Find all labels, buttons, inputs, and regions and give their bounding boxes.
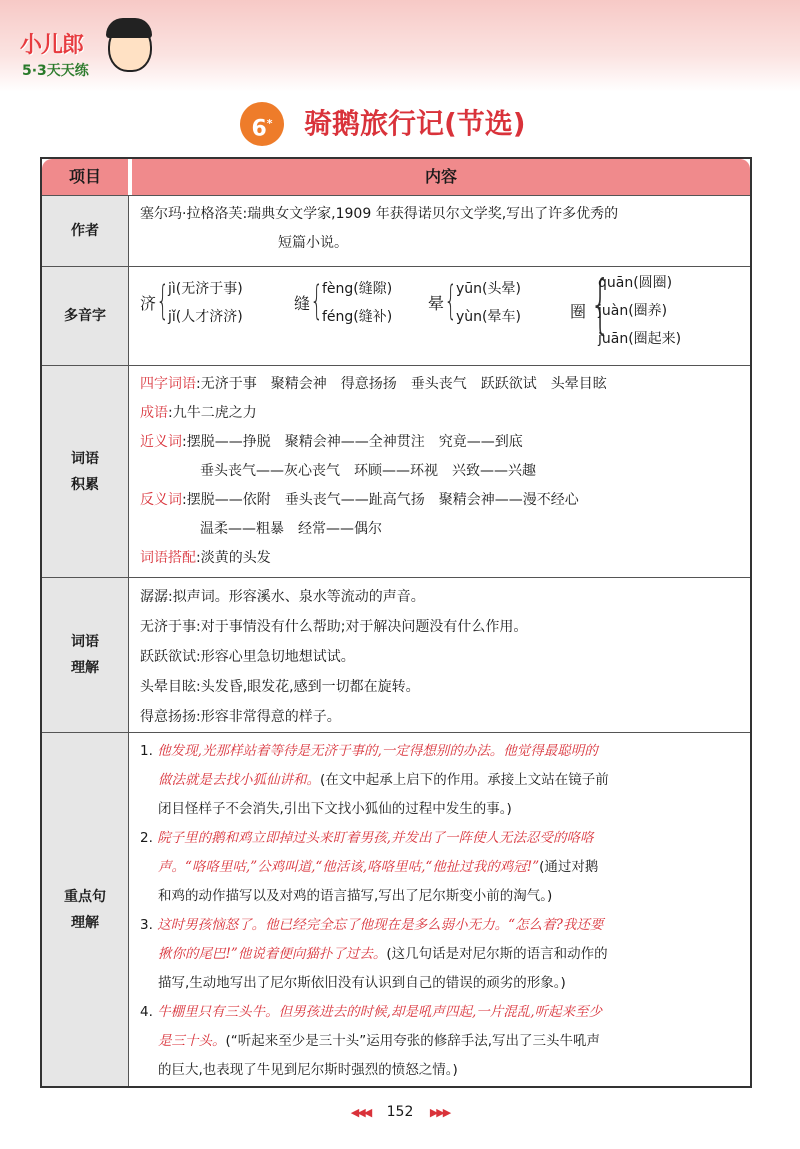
definition: 潺潺:拟声词。形容溪水、泉水等流动的声音。 xyxy=(140,589,425,605)
reading: quān(圆圈) xyxy=(598,275,673,291)
author-line-2: 短篇小说。 xyxy=(278,235,348,251)
reading: juān(圈起来) xyxy=(598,331,682,347)
definition: 头晕目眩:头发昏,眼发花,感到一切都在旋转。 xyxy=(140,679,420,695)
polyphone-char: 晕 xyxy=(428,294,445,313)
key-sentence: 3. 这时男孩恼怒了。他已经完全忘了他现在是多么弱小无力。“怎么着?我还要 揪你的尾巴!”他说着便向猫扑了过去。(这几句话是对尼尔斯的语言和动作的 描写,生动地写出了尼尔斯依旧没有认识到自己的错误的顽劣的形象。) xyxy=(140,917,608,991)
antonyms-cont: 温柔——粗暴 经常——偶尔 xyxy=(200,521,382,537)
key-sentence: 2. 院子里的鹅和鸡立即掉过头来盯着男孩,并发出了一阵使人无法忍受的咯咯 声。“咯咯里咕,”公鸡叫道,“他活该,咯咯里咕,“他扯过我的鸡冠!”(通过对鹅 和鸡的动作描写以及对鸡的语言描写,写出了尼尔斯变小前的淘气。) xyxy=(140,830,599,904)
reading: yùn(晕车) xyxy=(456,309,521,325)
polyphone-char: 缝 xyxy=(294,294,311,313)
reading: féng(缝补) xyxy=(322,309,393,325)
row-label: 词语 积累 xyxy=(42,366,129,577)
reading: jì(无济于事) xyxy=(168,281,243,297)
table-header xyxy=(42,159,750,195)
row-label: 词语 理解 xyxy=(42,578,129,732)
page-title: 骑鹅旅行记(节选) xyxy=(304,107,526,140)
reading: yūn(头晕) xyxy=(456,281,521,297)
row-polyphones xyxy=(42,266,750,365)
reading: jǐ(人才济济) xyxy=(168,309,243,325)
four-char-words: 四字词语:无济于事 聚精会神 得意扬扬 垂头丧气 跃跃欲试 头晕目眩 xyxy=(140,376,607,392)
synonyms-cont: 垂头丧气——灰心丧气 环顾——环视 兴致——兴趣 xyxy=(200,463,536,479)
polyphone-char: 圈 xyxy=(570,302,587,321)
synonyms: 近义词:摆脱——挣脱 聚精会神——全神贯注 究竟——到底 xyxy=(140,434,523,450)
lesson-number-badge: 6* xyxy=(240,102,284,146)
idiom: 成语:九牛二虎之力 xyxy=(140,405,257,421)
row-label: 重点句 理解 xyxy=(42,733,129,1086)
row-author xyxy=(42,195,750,266)
key-sentence: 4. 牛棚里只有三头牛。但男孩进去的时候,却是吼声四起,一片混乱,听起来至少 是三十头。(“听起来至少是三十头”运用夸张的修辞手法,写出了三头牛吼声 的巨大,也表现了牛见到尼尔斯时强烈的愤怒之情。) xyxy=(140,1004,603,1078)
row-understanding xyxy=(42,577,750,732)
collocation: 词语搭配:淡黄的头发 xyxy=(140,550,271,566)
brand-subtitle: 5·3天天练 xyxy=(22,63,89,79)
row-label: 作者 xyxy=(42,196,129,266)
page-number: 152 xyxy=(386,1104,414,1120)
next-arrows-icon: ▶▶▶ xyxy=(429,1106,450,1119)
brace-icon: { xyxy=(444,278,458,324)
brace-icon: { xyxy=(310,278,324,324)
definition: 跃跃欲试:形容心里急切地想试试。 xyxy=(140,649,355,665)
brace-icon: { xyxy=(156,278,170,324)
col-header-content: 内容 xyxy=(132,159,750,195)
key-sentence: 1. 他发现,光那样站着等待是无济于事的,一定得想别的办法。他觉得最聪明的 做法就是去找小狐仙讲和。(在文中起承上启下的作用。承接上文站在镜子前 闭目怪样子不会消失,引出下文找小狐仙的过程中发生的事。) xyxy=(140,743,609,817)
brand-name: 小儿郎 xyxy=(20,33,84,58)
reading: juàn(圈养) xyxy=(598,303,668,319)
summary-table xyxy=(40,157,752,1088)
author-line-1: 塞尔玛·拉格洛芙:瑞典女文学家,1909 年获得诺贝尔文学奖,写出了许多优秀的 xyxy=(140,206,619,222)
polyphone-char: 济 xyxy=(140,294,157,313)
col-header-item: 项目 xyxy=(42,159,128,195)
row-vocab xyxy=(42,365,750,577)
reading: fèng(缝隙) xyxy=(322,281,393,297)
brand-logo xyxy=(12,18,152,88)
antonyms: 反义词:摆脱——依附 垂头丧气——趾高气扬 聚精会神——漫不经心 xyxy=(140,492,579,508)
brace-icon: { xyxy=(590,268,611,342)
page-footer xyxy=(0,1104,800,1120)
mascot-hair-icon xyxy=(106,18,152,38)
row-label: 多音字 xyxy=(42,267,129,365)
row-sentences xyxy=(42,732,750,1086)
definition: 得意扬扬:形容非常得意的样子。 xyxy=(140,709,341,725)
definition: 无济于事:对于事情没有什么帮助;对于解决问题没有什么作用。 xyxy=(140,619,528,635)
prev-arrows-icon: ◀◀◀ xyxy=(350,1106,371,1119)
